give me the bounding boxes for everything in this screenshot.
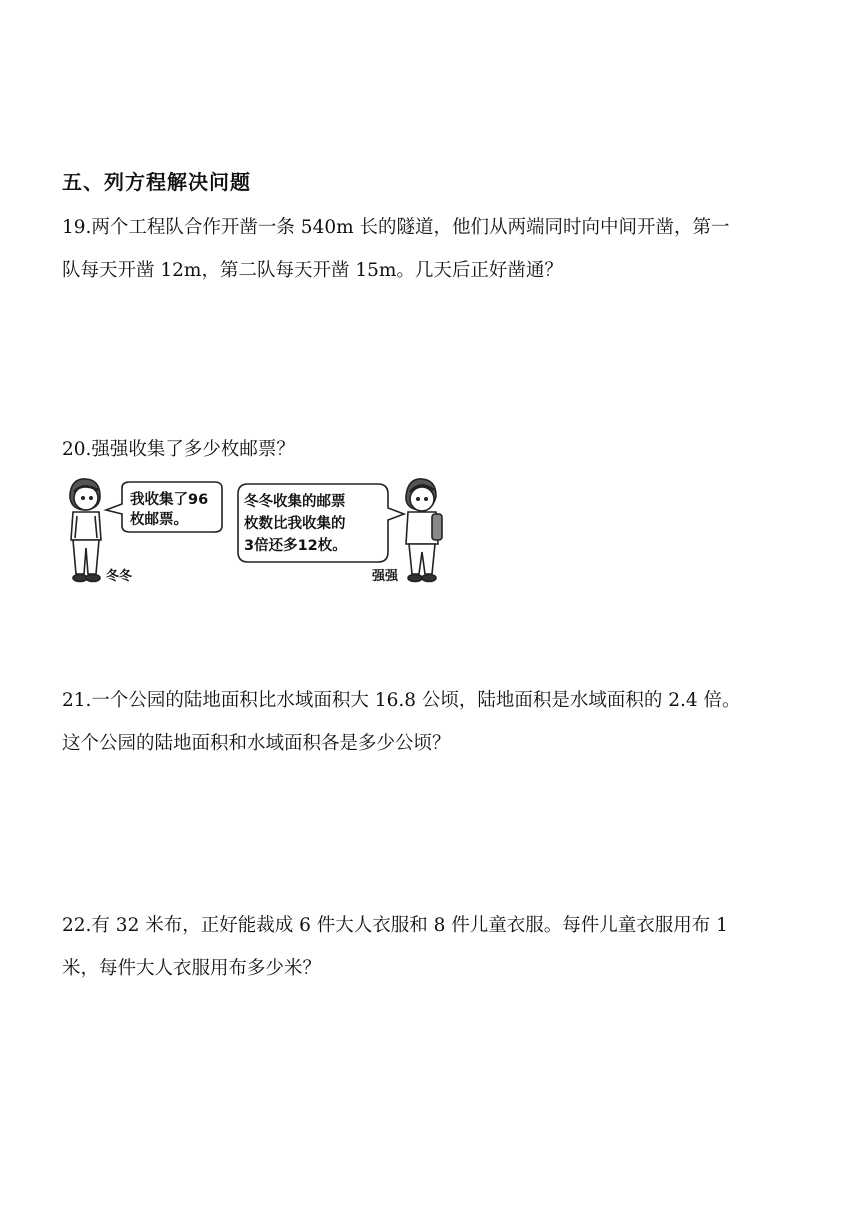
right-bubble-line: 冬冬收集的邮票 — [244, 494, 346, 510]
problem-text: 强强收集了多少枚邮票？ — [91, 439, 295, 460]
problem-text: 两个工程队合作开凿一条 540m 长的隧道，他们从两端同时向中间开凿，第一 — [91, 217, 730, 238]
problem-text: 有 32 米布，正好能裁成 6 件大人衣服和 8 件儿童衣服。每件儿童衣服用布 1 — [91, 915, 728, 936]
section-title: 五、列方程解决问题 — [62, 170, 251, 194]
problem-19 — [62, 206, 834, 292]
problem-21 — [62, 679, 834, 765]
left-name-label: 冬冬 — [106, 569, 133, 584]
stamp-dialogue-illustration — [60, 474, 450, 590]
left-bubble-line: 枚邮票。 — [130, 512, 188, 528]
left-bubble-line: 我收集了96 — [130, 492, 209, 508]
right-name-label: 强强 — [372, 569, 399, 584]
problem-number: 21. — [62, 690, 92, 711]
right-bubble-line: 3倍还多12枚。 — [244, 538, 347, 554]
problem-line: 米，每件大人衣服用布多少米？ — [62, 958, 322, 979]
problem-20 — [62, 428, 834, 471]
problem-number: 22. — [62, 915, 92, 936]
boy-dongdong-figure — [70, 479, 101, 582]
problem-text: 一个公园的陆地面积比水域面积大 16.8 公顷，陆地面积是水域面积的 2.4 倍。 — [91, 690, 741, 711]
problem-line — [62, 904, 834, 947]
problem-number: 20. — [62, 439, 92, 460]
problem-line: 这个公园的陆地面积和水域面积各是多少公顷？ — [62, 733, 451, 754]
problem-line — [62, 206, 834, 249]
problem-line — [62, 428, 834, 471]
right-bubble-line: 枚数比我收集的 — [244, 516, 346, 532]
problem-number: 19. — [62, 217, 92, 238]
problem-line: 队每天开凿 12m，第二队每天开凿 15m。几天后正好凿通？ — [62, 260, 563, 281]
boy-qiangqiang-figure — [406, 479, 442, 582]
problem-line — [62, 679, 834, 722]
problem-22 — [62, 904, 834, 990]
